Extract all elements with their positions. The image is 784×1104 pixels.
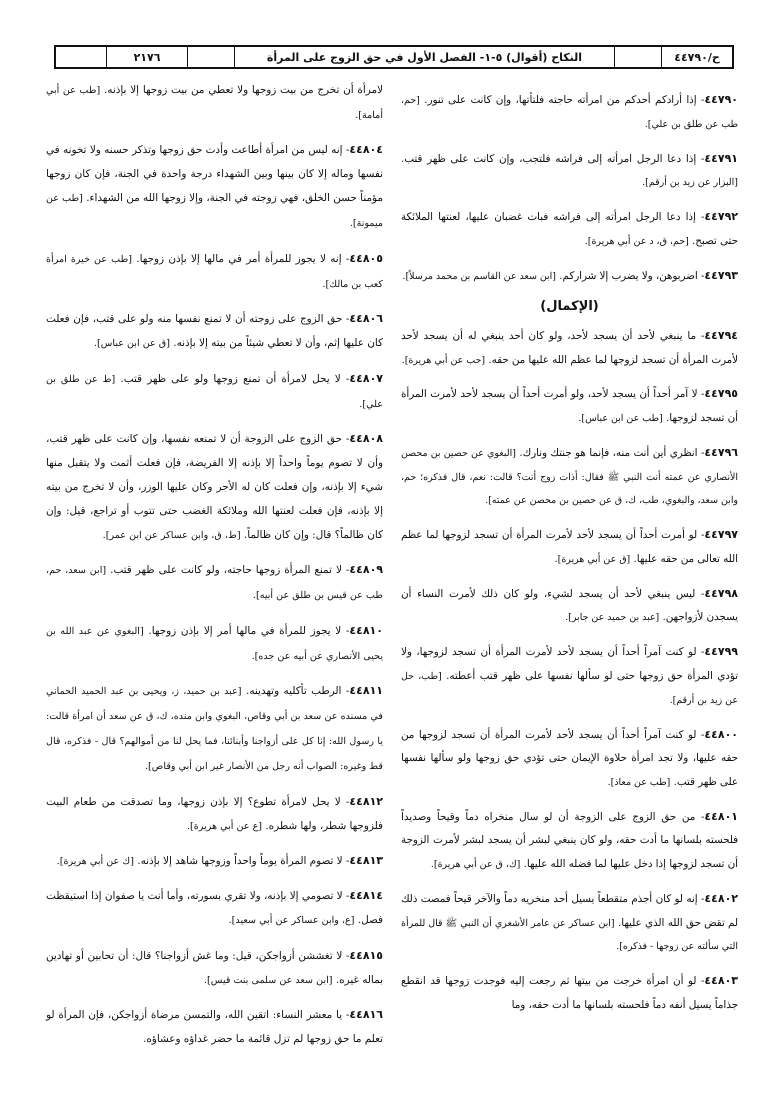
hadith-text: - انظري أين أنت منه، فإنما هو جنتك ونارك.: [519, 446, 705, 459]
hadith-entry: [401, 969, 738, 1017]
hadith-number: ٤٤٧٩٣: [704, 268, 738, 282]
hadith-source: [حم، ق، د عن أبي هريرة].: [584, 236, 689, 248]
hadith-text: - إنه ليس من امرأة أطاعت وأدت حق زوجها وتذكر حسنه ولا تخونه في نفسها وماله إلا كان بينها وبين الشهداء درجة واحدة في الجنة، فإن كان زوجها مؤمناً حسن الخلق، فهي زوجته في الجنة، وإلا زوجها الله من الشهداء.: [46, 144, 383, 205]
hadith-number: ٤٤٨٠٢: [704, 891, 738, 905]
hadith-entry: [401, 264, 738, 289]
hadith-entry: [401, 147, 738, 195]
hadith-source: [حب عن أبي هريرة].: [401, 354, 486, 366]
hadith-number: ٤٤٧٩٢: [704, 210, 738, 224]
hadith-text: - من حق الزوج على الزوجة أن لو سال منخراه دماً وقيحاً وصديداً فلحسته بلسانها ما أدت حقه، ولو كان ينبغي لبشر أن يسجد لبشر لأمرت الزوجة أن تسجد لزوجها إذا دخل عليها لما فضله الله عليها.: [401, 810, 738, 871]
hadith-source: [ابن سعد عن سلمى بنت قيس].: [203, 974, 333, 986]
hadith-number: ٤٤٨٠٥: [349, 251, 383, 265]
hadith-entry: [401, 805, 738, 877]
hadith-entry: [401, 723, 738, 795]
hadith-number: ٤٤٨٠١: [704, 809, 738, 823]
hadith-number: ٤٤٧٩٠: [704, 93, 739, 107]
hadith-text: - إنه لو كان أجذم متقطعاً يسيل أحد منخريه دماً والآخر قيحاً فمصت ذلك لم تقض حق الله الذي عليها.: [401, 892, 738, 929]
hadith-number: ٤٤٨٠٩: [349, 563, 383, 577]
hadith-text: - ما ينبغي لأحد أن يسجد لأحد، ولو كان أحد ينبغي له أن يسجد لأحد لأمرت المرأة أن تسجد لزوجها لما عظم الله عليها من حقه.: [401, 329, 738, 366]
hadith-number: ٤٤٨٠٨: [349, 431, 383, 445]
hadith-text: - لو أمرت أحداً أن يسجد لأحد لأمرت المرأة أن تسجد لزوجها لما عظم الله تعالى من حقه عليها.: [401, 529, 738, 565]
hadith-number: ٤٤٧٩٦: [704, 445, 738, 459]
hadith-number: ٤٤٨١١: [349, 684, 383, 698]
hadith-source: [حم، طب عن طلق بن علي].: [401, 95, 738, 130]
hadith-entry: [401, 582, 738, 630]
hadith-entry: [401, 523, 738, 571]
hadith-text: - لا تصوم المرأة يوماً واحداً وزوجها شاهد إلا بإذنه.: [137, 854, 350, 867]
continuation-source: [طب عن أبي أمامة].: [46, 85, 383, 121]
hadith-source: [البزار عن زيد بن أرقم].: [642, 177, 738, 189]
hadith-text: - إذا دعا الرجل امرأته إلى فراشه فلتجب، وإن كانت على ظهر قتب.: [401, 152, 705, 165]
hadith-entry: [46, 944, 383, 993]
hadith-text: - يا معشر النساء: اتقين الله، والتمسن مرضاة أزواجكن، فإن المرأة لو تعلم ما حق زوجها لم تزل قائمة ما حضر غداؤه وعشاؤه.: [46, 1009, 383, 1046]
hadith-source: [ابن عساكر عن عامر الأشعري أن النبي ﷺ قال للمرأة التي سألته عن زوجها - فذكره].: [401, 917, 738, 953]
hadith-number: ٤٤٧٩٧: [704, 528, 738, 542]
hadith-text: - لا تصومي إلا بإذنه، ولا تقري بسورته، وأما أنت يا صفوان إذا استيقظت فصل.: [46, 890, 383, 927]
hadith-entry: [46, 1003, 383, 1051]
hadith-source: [طب عن ابن عباس].: [578, 413, 663, 425]
hadith-entry: [401, 205, 738, 253]
hadith-text: - اضربوهن، ولا يضرب إلا شراركم.: [559, 269, 705, 282]
hadith-entry: [46, 619, 383, 669]
hadith-text: - لا يحل لامرأة تطوع؟ إلا بإذن زوجها، وما تصدقت من طعام البيت فلزوجها شطر، ولها شطره.: [46, 795, 383, 832]
text-columns: [46, 78, 738, 1088]
hadith-entry: [401, 324, 738, 372]
right-column: [401, 78, 738, 1088]
hadith-number: ٤٤٨٠٠: [704, 727, 738, 741]
hadith-entry: [46, 849, 383, 874]
hadith-source: [ع عن أبي هريرة].: [186, 820, 263, 832]
hadith-text: - لا تغششن أزواجكن، قيل: وما غش أزواجنا؟ قال: أن تحابين أو تهادين بماله غيره.: [46, 949, 383, 986]
hadith-source: [طب، حل عن زيد بن أرقم].: [401, 670, 738, 706]
header-hadith-range: ح/٤٤٧٩٠: [661, 47, 732, 67]
continuation-body: لامرأة أن تخرج من بيت زوجها ولا تعطي من بيت زوجها إلا بإذنه.: [104, 84, 383, 96]
hadith-entry: [46, 247, 383, 297]
hadith-text: - إذا دعا الرجل امرأته إلى فراشه فبات غضبان عليها، لعنتها الملائكة حتى تصبح.: [401, 211, 738, 248]
hadith-text: - لا آمر أحداً أن يسجد لأحد، ولو أمرت أحداً أن يسجد لأحد لأمرت المرأة أن تسجد لزوجها.: [401, 388, 738, 425]
hadith-entry: [401, 441, 738, 513]
hadith-entry: [46, 558, 383, 608]
hadith-source: [البغوي عن عبد الله بن يحيى الأنصاري عن أبيه عن جده].: [46, 625, 383, 662]
hadith-number: ٤٤٨١٦: [349, 1008, 383, 1022]
hadith-number: ٤٤٨٠٦: [349, 312, 383, 326]
hadith-number: ٤٤٧٩٨: [704, 586, 738, 600]
hadith-entry: [401, 88, 738, 136]
hadith-number: ٤٤٨١٢: [349, 794, 383, 808]
hadith-source: [ك، ق عن أبي هريرة].: [430, 859, 521, 871]
hadith-entry: [401, 887, 738, 959]
hadith-entry: [401, 640, 738, 712]
hadith-source: [ق عن ابن عباس].: [93, 338, 170, 350]
hadith-source: [ط عن طلق بن علي].: [46, 373, 383, 410]
hadith-text: - لا يحل لامرأة أن تمنع زوجها ولو على ظهر قتب.: [120, 372, 350, 385]
hadith-number: ٤٤٧٩٩: [704, 645, 738, 659]
hadith-source: [ق عن أبي هريرة].: [554, 553, 631, 565]
hadith-number: ٤٤٧٩٥: [704, 387, 738, 401]
hadith-text: - لا تمنع المرأة زوجها حاجته، ولو كانت على ظهر قتب.: [110, 564, 350, 577]
hadith-number: ٤٤٨٠٤: [349, 143, 383, 157]
hadith-text: - إذا أرادكم أحدكم من امرأته حاجته فلتأتها، وإن كانت على تنور.: [424, 94, 705, 107]
hadith-source: [ع، وابن عساكر عن أبي سعيد].: [228, 915, 355, 927]
hadith-source: [ابن سعد، حم، طب عن قيس بن طلق عن أبيه].: [46, 565, 383, 602]
hadith-text: - لو كنت آمراً أحداً أن يسجد لأحد لأمرت المرأة أن تسجد لزوجها من حقه عليها، ولا تجد امرأة حلاوة الإيمان حتى تؤدي حق زوجها ولو سألها نفسها على ظهر قتب.: [401, 728, 738, 788]
hadith-number: ٤٤٨١٥: [349, 948, 383, 962]
hadith-entry: [46, 679, 383, 779]
page-number: ٢١٧٦: [106, 47, 187, 67]
hadith-source: [طب عن ميمونة].: [46, 193, 383, 230]
hadith-entry: [401, 382, 738, 430]
hadith-entry: [46, 790, 383, 839]
hadith-entry: [46, 884, 383, 933]
hadith-source: [طب عن خيرة امرأة كعب بن مالك].: [46, 253, 383, 290]
hadith-source: [ك عن أبي هريرة].: [56, 855, 134, 867]
hadith-number: ٤٤٨١٠: [349, 623, 383, 637]
hadith-text: - حق الزوج على زوجته أن لا تمنع نفسها منه ولو على قتب، فإن فعلت كان عليها إثم، وأن لا تعطي شيئاً من بيته إلا بإذنه.: [46, 313, 383, 350]
header-spacer: [187, 47, 234, 67]
hadith-entry: [46, 307, 383, 356]
left-column: [46, 78, 383, 1088]
hadith-source: [البغوي عن حصين بن محصن الأنصاري عن عمته أنت النبي ﷺ فقال: أذات زوج أنت؟ قالت: نعم، قال فذكره؛ حم، وابن سعد، والبغوي، طب، ك، ق عن حصين بن محصن عن عمته].: [401, 447, 738, 507]
hadith-number: ٤٤٨٠٧: [349, 371, 383, 385]
hadith-source: [عبد بن حميد عن جابر].: [565, 612, 660, 624]
hadith-entry: [46, 138, 383, 236]
continuation-text: [46, 78, 383, 128]
hadith-text: - ليس ينبغي لأحد أن يسجد لشيء، ولو كان ذلك لأمرت النساء أن يسجدن لأزواجهن.: [401, 587, 738, 624]
page-header: [54, 45, 734, 69]
hadith-text: - لو أن امرأة خرجت من بيتها ثم رجعت إليه فوجدت زوجها قد انقطع جذاماً يسيل أنفه دماً فلحسته بلسانها ما أدت حقه، وما: [401, 975, 738, 1011]
header-title: النكاح (أقوال) ٥-١- الفصل الأول في حق الزوج على المرأة: [234, 47, 614, 67]
hadith-source: [طب عن معاذ].: [607, 776, 671, 788]
hadith-source: [ابن سعد عن القاسم بن محمد مرسلاً].: [402, 270, 556, 282]
hadith-entry: [46, 367, 383, 417]
header-spacer: [614, 47, 661, 67]
hadith-number: ٤٤٧٩٤: [704, 328, 738, 342]
hadith-text: - لو كنت آمراً أحداً أن يسجد لأحد لأمرت المرأة أن تسجد لزوجها، ولا تؤدي المرأة حق زوجها حتى لو سألها نفسها على ظهر قتب أعطته.: [401, 646, 738, 682]
hadith-text: - الرطب تأكليه وتهدينه.: [246, 685, 350, 698]
hadith-source: [ط، ق، وابن عساكر عن ابن عمر].: [102, 529, 241, 541]
hadith-number: ٤٤٧٩١: [704, 151, 738, 165]
header-spacer: [56, 47, 106, 67]
hadith-number: ٤٤٨١٣: [349, 853, 383, 867]
hadith-number: ٤٤٨١٤: [349, 889, 383, 903]
hadith-number: ٤٤٨٠٣: [704, 974, 738, 988]
section-heading: (الإكمال): [540, 298, 599, 314]
hadith-text: - لا يجوز للمرأة في مالها أمر إلا بإذن زوجها.: [148, 624, 350, 637]
hadith-source: [عبد بن حميد، ز، ويحيى بن عبد الحميد الحماني في مسنده عن سعد بن أبي وقاص، البغوي وابن منده، ك، ق عن سعد أن امرأة قالت: يا رسول الله: إنا كل على أزواجنا وأبنائنا، فما يحل لنا من أموالهم؟ قال - فذكره، قال قط وغيره: الصواب أنه رجل من الأنصار غير ابن أبي وقاص].: [46, 686, 383, 773]
hadith-text: - إنه لا يجوز للمرأة أمر في مالها إلا بإذن زوجها.: [136, 252, 350, 265]
hadith-text: - حق الزوج على الزوجة أن لا تمنعه نفسها، وإن كانت على ظهر قتب، وأن لا تصوم يوماً واحداً إلا بإذنه إلا الفريضة، فإن فعلت أثمت ولا يتقبل منها شيء إلا بإذنه، وإن فعلت كان له الأجر وكان عليها الوزر، وأن لا تخرج من بيته إلا بإذنه، فإن فعلت لعنتها الله وملائكة الغضب حتى تتوب أو تراجع، قيل: وإن كان ظالماً؟ قال: وإن كان ظالماً.: [46, 432, 383, 541]
hadith-entry: [46, 427, 383, 548]
